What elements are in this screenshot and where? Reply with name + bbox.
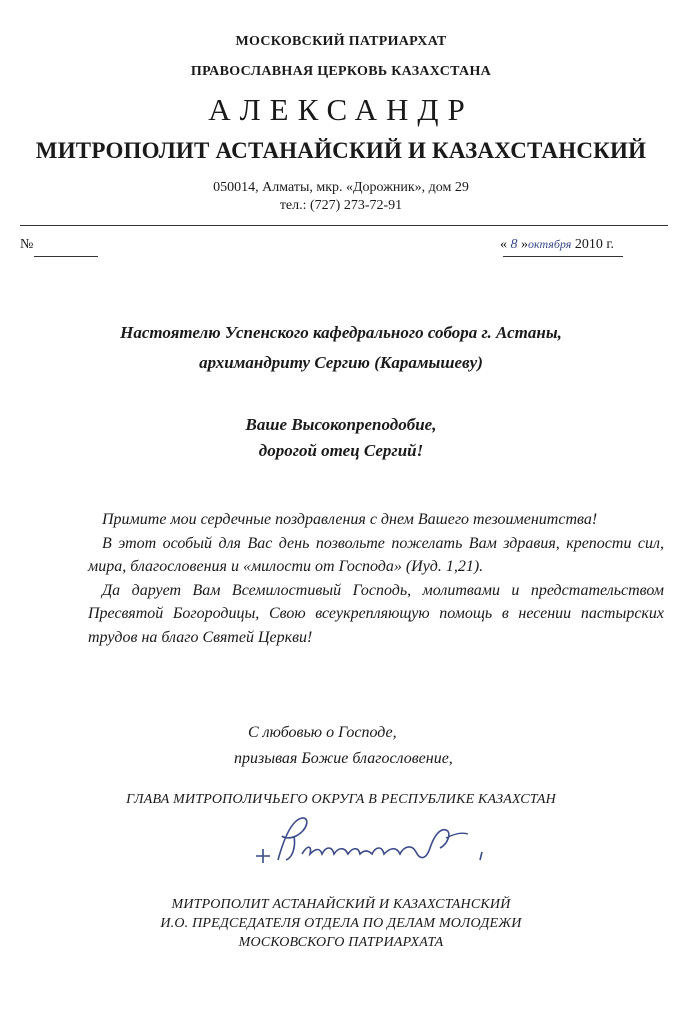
date-close-quote: » bbox=[521, 237, 528, 252]
footer-titles bbox=[0, 895, 682, 952]
salutation-line1: Ваше Высокопреподобие, bbox=[245, 415, 437, 434]
addressee-line2: архимандриту Сергию (Карамышеву) bbox=[199, 353, 483, 372]
body-paragraph-2: В этот особый для Вас день позвольте пожелать Вам здравия, крепости сил, мира, благословения и «милости от Господа» (Иуд. 1,21). bbox=[88, 534, 664, 575]
body-paragraph-3: Да дарует Вам Всемилостивый Господь, молитвами и предстательством Пресвятой Богородицы, Свою всеукрепляющую помощь в несении пастырских трудов на благо Святей Церкви! bbox=[88, 581, 664, 646]
footer-line3: МОСКОВСКОГО ПАТРИАРХАТА bbox=[238, 935, 444, 950]
date-month: октября bbox=[528, 237, 572, 251]
footer-line2: И.О. ПРЕДСЕДАТЕЛЯ ОТДЕЛА ПО ДЕЛАМ МОЛОДЕЖИ bbox=[160, 916, 522, 931]
date-year: 2010 г. bbox=[574, 237, 614, 252]
signatory-position: ГЛАВА МИТРОПОЛИЧЬЕГО ОКРУГА В РЕСПУБЛИКЕ КАЗАХСТАН bbox=[126, 792, 556, 807]
salutation-line2: дорогой отец Сергий! bbox=[258, 441, 424, 460]
addressee bbox=[0, 318, 682, 378]
date-open-quote: « bbox=[500, 237, 507, 252]
reference-number-line bbox=[34, 256, 98, 257]
sender-address: 050014, Алматы, мкр. «Дорожник», дом 29 bbox=[213, 180, 469, 195]
letter-body bbox=[88, 508, 664, 649]
date-underline bbox=[503, 256, 623, 257]
closing-line1: С любовью о Господе, bbox=[248, 724, 397, 741]
addressee-line1: Настоятелю Успенского кафедрального собора г. Астаны, bbox=[120, 323, 562, 342]
sender-name: АЛЕКСАНДР bbox=[208, 92, 474, 127]
sender-phone: тел.: (727) 273-72-91 bbox=[279, 198, 403, 213]
letterhead-divider bbox=[20, 225, 668, 226]
salutation bbox=[0, 412, 682, 464]
handwritten-signature bbox=[250, 808, 510, 878]
letter-date bbox=[500, 237, 614, 253]
closing-line2: призывая Божие благословение, bbox=[234, 750, 453, 767]
sender-title: МИТРОПОЛИТ АСТАНАЙСКИЙ И КАЗАХСТАНСКИЙ bbox=[35, 138, 647, 163]
org-line-patriarchate: МОСКОВСКИЙ ПАТРИАРХАТ bbox=[235, 34, 447, 49]
closing bbox=[0, 720, 682, 772]
org-line-church: ПРАВОСЛАВНАЯ ЦЕРКОВЬ КАЗАХСТАНА bbox=[190, 64, 492, 79]
body-paragraph-1: Примите мои сердечные поздравления с днем Вашего тезоименитства! bbox=[102, 511, 598, 528]
date-day: 8 bbox=[510, 237, 518, 252]
footer-line1: МИТРОПОЛИТ АСТАНАЙСКИЙ И КАЗАХСТАНСКИЙ bbox=[171, 897, 511, 912]
reference-number-label: № bbox=[20, 237, 34, 252]
